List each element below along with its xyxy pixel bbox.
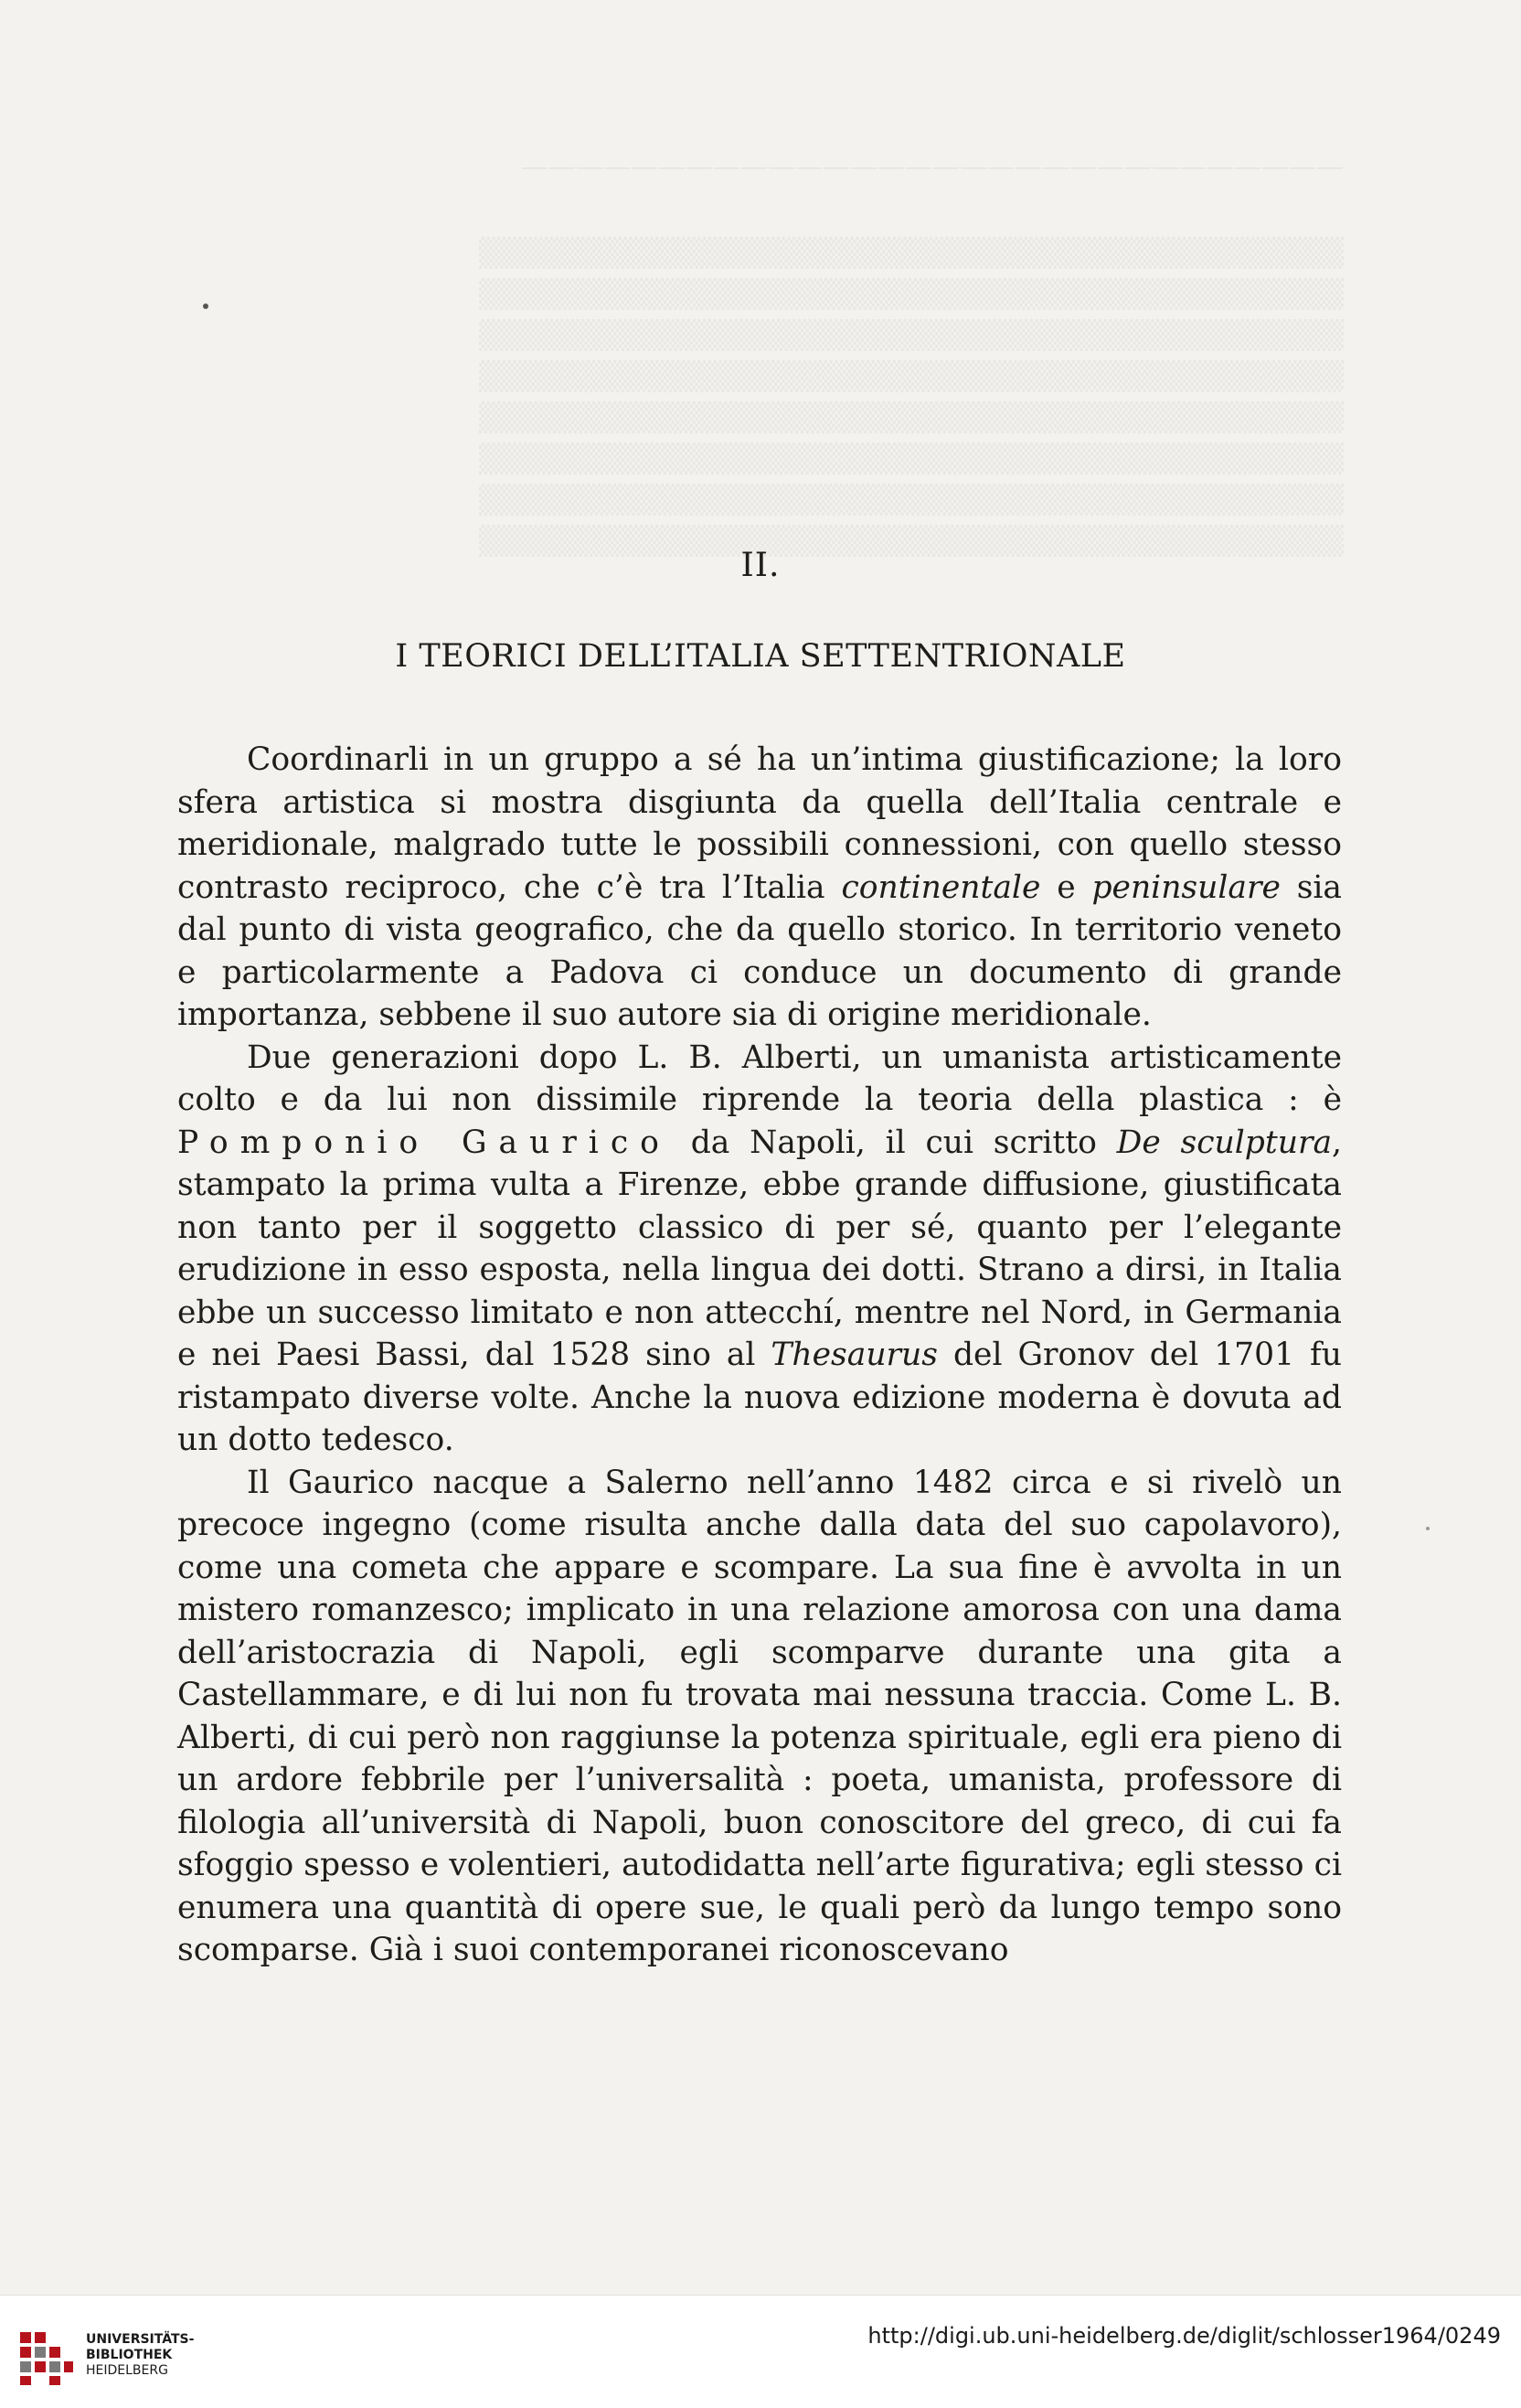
paragraph-2-text: Due generazioni dopo L. B. Alberti, un umanista artisticamente colto e da lui non dissimile riprende la teoria della plastica : è	[177, 1039, 1342, 1118]
library-name-line: BIBLIOTHEK	[86, 2348, 173, 2362]
italic-title-de-sculptura: De sculptura	[1116, 1124, 1333, 1161]
paragraph-1-text: Coordinarli in un gruppo a sé ha un’intima giustificazione; la loro sfera artistica si mostra disgiunta da quella dell’Italia centrale e meridionale, malgrado tutte le possibili connessioni, con quello stesso contrasto reciproco, che c’è tra l’Italia	[177, 741, 1342, 906]
chapter-title: I TEORICI DELL’ITALIA SETTENTRIONALE	[395, 638, 1126, 675]
paragraph-2-text: da Napoli, il cui scritto	[670, 1124, 1117, 1161]
library-name	[86, 2332, 194, 2379]
paragraph-3: Il Gaurico nacque a Salerno nell’anno 1482 circa e si rivelò un precoce ingegno (come risulta anche dalla data del suo capolavoro), come una cometa che appare e scompare. La sua fine è avvolta in un mistero romanzesco; implicato in una relazione amorosa con una dama dell’aristocrazia di Napoli, egli scomparve durante una gita a Castellammare, e di lui non fu trovata mai nessuna traccia. Come L. B. Alberti, di cui però non raggiunse la potenza spirituale, egli era pieno di un ardore febbrile per l’universalità : poeta, umanista, professore di filologia all’università di Napoli, buon conoscitore del greco, di cui fa sfoggio spesso e volentieri, autodidatta nell’arte figurativa; egli stesso ci enumera una quantità di opere sue, le quali però da lungo tempo sono scomparse. Già i suoi contemporanei riconoscevano	[177, 1464, 1342, 1968]
paragraph-2-text: del Gronov del 1701 fu ristampato diverse volte. Anche la nuova edizione moderna è dovuta ad un dotto tedesco.	[177, 1337, 1342, 1458]
university-library-logo-icon	[15, 2327, 77, 2389]
italic-term-continentale: continentale	[841, 868, 1041, 906]
paragraph-2	[177, 1037, 1342, 1462]
italic-title-thesaurus: Thesaurus	[771, 1337, 938, 1373]
paragraph-1-text: e	[1040, 868, 1092, 906]
library-name-line: UNIVERSITÄTS-	[86, 2332, 195, 2347]
digital-copy-url[interactable]: http://digi.ub.uni-heidelberg.de/diglit/schlosser1964/0249	[867, 2323, 1501, 2349]
paragraph-2-text: , stampato la prima vulta a Firenze, ebbe grande diffusione, giustificata non tanto per il soggetto classico di per sé, quanto per l’elegante erudizione in esso esposta, nella lingua dei dotti. Strano a dirsi, in Italia ebbe un successo limitato e non attecchí, mentre nel Nord, in Germania e nei Paesi Bassi, dal 1528 sino al	[177, 1124, 1342, 1373]
spaced-name-pomponio-gaurico: Pomponio Gaurico	[177, 1124, 671, 1161]
italic-term-peninsulare: peninsulare	[1091, 868, 1281, 906]
ink-speck	[1426, 1527, 1430, 1530]
show-through-header: ——————————————————————————————	[521, 151, 1344, 183]
paragraph-1	[177, 739, 1342, 1037]
show-through-text: ▒▒▒▒▒▒▒▒▒▒▒▒▒▒▒▒▒▒▒▒▒▒▒▒▒▒▒▒▒▒▒▒▒▒▒▒▒▒▒▒▒ ▒▒▒▒▒▒▒▒▒▒▒▒▒▒▒▒▒▒▒▒▒▒▒▒▒▒▒▒▒▒▒▒▒▒▒▒▒▒▒▒▒ ▒▒▒▒▒▒▒▒▒▒▒▒▒▒▒▒▒▒▒▒▒▒▒▒▒▒▒▒▒▒▒▒▒▒▒▒▒▒▒▒▒ ▒▒▒▒▒▒▒▒▒▒▒▒▒▒▒▒▒▒▒▒▒▒▒▒▒▒▒▒▒▒▒▒▒▒▒▒▒▒▒▒▒ ▒▒▒▒▒▒▒▒▒▒▒▒▒▒▒▒▒▒▒▒▒▒▒▒▒▒▒▒▒▒▒▒▒▒▒▒▒▒▒▒▒ ▒▒▒▒▒▒▒▒▒▒▒▒▒▒▒▒▒▒▒▒▒▒▒▒▒▒▒▒▒▒▒▒▒▒▒▒▒▒▒▒▒ ▒▒▒▒▒▒▒▒▒▒▒▒▒▒▒▒▒▒▒▒▒▒▒▒▒▒▒▒▒▒▒▒▒▒▒▒▒▒▒▒▒ ▒▒▒▒▒▒▒▒▒▒▒▒▒▒▒▒▒▒▒▒▒▒▒▒▒▒▒▒▒▒▒▒▒▒▒▒▒▒▒▒▒	[479, 238, 1344, 558]
library-name-line: HEIDELBERG	[86, 2363, 168, 2378]
library-footer	[0, 2295, 1521, 2408]
paragraph-1-text: sia dal punto di vista geografico, che da quello storico. In territorio veneto e particolarmente a Padova ci conduce un documento di grande importanza, sebbene il suo autore sia di origine meridionale.	[177, 868, 1342, 1033]
section-number: II.	[740, 547, 781, 584]
ink-speck	[203, 304, 208, 309]
body-text	[177, 739, 1342, 1972]
